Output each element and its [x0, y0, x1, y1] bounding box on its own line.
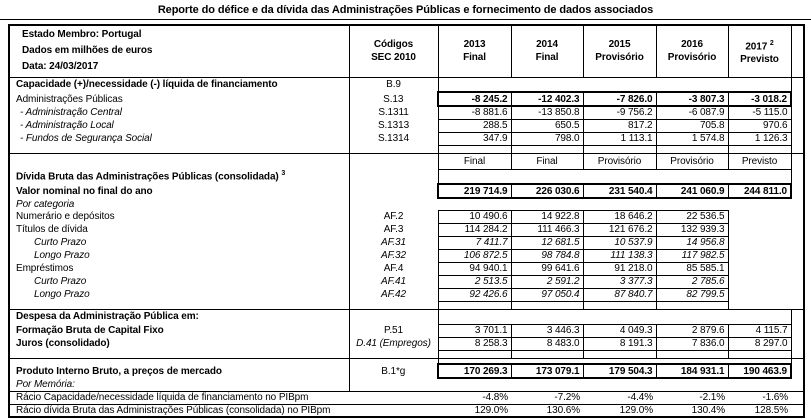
- edp-report-table: [8, 24, 805, 418]
- year-header-2013: [438, 25, 511, 77]
- value-2013: 2 513.5: [438, 275, 511, 288]
- value-2017: 244 811.0: [728, 184, 791, 198]
- empty-value-2017: [728, 210, 791, 223]
- empty-values-cell: [438, 77, 791, 92]
- filler-cell: [791, 364, 804, 378]
- table-row: [9, 77, 804, 92]
- value-2016: 132 939.3: [656, 223, 728, 236]
- value-2016: 241 060.9: [656, 184, 728, 198]
- memo-row-label: Rácio Capacidade/necessidade líquida de financiamento no PIBpm: [9, 391, 438, 404]
- row-code: [349, 169, 438, 184]
- year-label: 2013: [463, 39, 486, 51]
- row-label: Numerário e depósitos: [9, 210, 349, 223]
- table-row: [9, 169, 804, 184]
- row-label: [9, 153, 349, 169]
- year-header-2015: [583, 25, 656, 77]
- filler-cell: [791, 350, 804, 358]
- filler-cell: [791, 210, 804, 223]
- report-info-cell: [9, 25, 349, 77]
- row-label: Por categoria: [9, 198, 349, 210]
- value-2013: -8 245.2: [438, 92, 511, 106]
- table-row: [9, 262, 804, 275]
- year-label: 2016: [681, 39, 703, 51]
- value-2017: 190 463.9: [728, 364, 791, 378]
- filler-cell: [791, 92, 804, 106]
- value-2013: 106 872.5: [438, 249, 511, 262]
- empty-values-cell: [438, 198, 791, 210]
- row-code: S.1313: [377, 120, 410, 131]
- value-2016: 2 879.6: [656, 324, 728, 337]
- filler-cell: [791, 25, 804, 77]
- row-label: Administrações Públicas: [9, 92, 349, 106]
- filler-cell: [791, 77, 804, 92]
- ratio-value-2015: -4.4%: [583, 391, 656, 404]
- empty-value-2014: [511, 301, 583, 309]
- value-2014: 99 641.6: [511, 262, 583, 275]
- status-header-2013: Final: [438, 153, 511, 169]
- value-2015: 231 540.4: [583, 184, 656, 198]
- value-2015: 10 537.9: [583, 236, 656, 249]
- table-row: [9, 324, 804, 337]
- row-label: [9, 350, 349, 358]
- ratio-value-2014: 130.6%: [511, 404, 583, 417]
- status-label: Final: [463, 52, 486, 64]
- row-code: [349, 350, 438, 358]
- row-code: AF.4: [383, 263, 404, 274]
- empty-value-2017: [728, 275, 791, 288]
- row-code: [349, 153, 438, 169]
- ratio-value-2017: -1.6%: [728, 391, 791, 404]
- value-2014: 173 079.1: [511, 364, 583, 378]
- value-2013: 8 258.3: [438, 337, 511, 350]
- empty-value-2017: [728, 145, 791, 153]
- filler-cell: [791, 132, 804, 145]
- table-row: [9, 223, 804, 236]
- table-row: [9, 378, 804, 391]
- row-label: Produto Interno Bruto, a preços de mercado: [9, 364, 349, 378]
- value-2015: 91 218.0: [583, 262, 656, 275]
- year-header-2014: [511, 25, 583, 77]
- table-row: [9, 153, 804, 169]
- row-code: AF.42: [381, 289, 406, 300]
- value-2013: 288.5: [438, 119, 511, 132]
- row-label: Valor nominal no final do ano: [9, 184, 349, 198]
- status-label: Final: [535, 52, 559, 64]
- row-code: [349, 198, 438, 210]
- value-2014: -12 402.3: [511, 92, 583, 106]
- ratio-value-2015: 129.0%: [583, 404, 656, 417]
- year-label: 2014: [536, 39, 558, 51]
- table-row: [9, 106, 804, 119]
- value-2016: -6 087.9: [656, 106, 728, 119]
- filler-cell: [791, 119, 804, 132]
- filler-cell: [791, 236, 804, 249]
- date-label: Data: 24/03/2017: [22, 61, 99, 73]
- row-label: [9, 145, 349, 153]
- empty-value-2017: [728, 262, 791, 275]
- table-row: [9, 350, 804, 358]
- filler-cell: [791, 275, 804, 288]
- value-2015: 1 113.1: [583, 132, 656, 145]
- ratio-value-2013: -4.8%: [438, 391, 511, 404]
- status-header-2015: Provisório: [583, 153, 656, 169]
- filler-cell: [791, 184, 804, 198]
- value-2014: 98 784.8: [511, 249, 583, 262]
- row-code: [349, 378, 438, 391]
- table-row: [9, 132, 804, 145]
- table-row: [9, 309, 804, 324]
- empty-values-cell: [438, 378, 791, 391]
- value-2014: 111 466.3: [511, 223, 583, 236]
- filler-cell: [791, 404, 804, 417]
- value-2014: 2 591.2: [511, 275, 583, 288]
- row-code: B.9: [349, 77, 438, 92]
- row-code: [349, 145, 438, 153]
- year-header-2017: [728, 25, 791, 77]
- row-label: Títulos de dívida: [9, 223, 349, 236]
- table-row: [9, 288, 804, 301]
- table-row: [9, 236, 804, 249]
- empty-value-2015: [583, 350, 656, 358]
- filler-cell: [791, 309, 804, 324]
- empty-value-2015: [583, 301, 656, 309]
- table-row: [9, 301, 804, 309]
- empty-value-2017: [728, 223, 791, 236]
- row-code: B.1*g: [381, 365, 406, 377]
- value-2017: -3 018.2: [728, 92, 791, 106]
- table-header-row: [9, 25, 804, 77]
- value-2017: 4 115.7: [728, 324, 791, 337]
- units-label: Dados em milhões de euros: [22, 45, 153, 57]
- row-code: S.13: [383, 93, 404, 105]
- value-2016: 14 956.8: [656, 236, 728, 249]
- memo-row: [9, 391, 804, 404]
- value-2016: 1 574.8: [656, 132, 728, 145]
- filler-cell: [791, 378, 804, 391]
- empty-value-2015: [583, 145, 656, 153]
- row-code: AF.31: [381, 237, 406, 248]
- value-2013: 7 411.7: [438, 236, 511, 249]
- row-label: - Fundos de Segurança Social: [9, 132, 349, 145]
- value-2013: 94 940.1: [438, 262, 511, 275]
- value-2015: -7 826.0: [583, 92, 656, 106]
- row-label: Empréstimos: [9, 262, 349, 275]
- value-2013: 170 269.3: [438, 364, 511, 378]
- table-row: [9, 184, 804, 198]
- value-2014: 3 446.3: [511, 324, 583, 337]
- row-code: P.51: [384, 325, 403, 336]
- value-2015: 3 377.3: [583, 275, 656, 288]
- empty-value-2016: [656, 301, 728, 309]
- value-2017: 8 297.0: [728, 337, 791, 350]
- value-2013: 3 701.1: [438, 324, 511, 337]
- status-header-2014: Final: [511, 153, 583, 169]
- row-code: S.1314: [377, 133, 410, 144]
- table-row: [9, 119, 804, 132]
- ratio-value-2014: -7.2%: [511, 391, 583, 404]
- value-2015: -9 756.2: [583, 106, 656, 119]
- ratio-value-2013: 129.0%: [438, 404, 511, 417]
- row-label: Despesa da Administração Pública em:: [9, 309, 349, 324]
- value-2016: 2 785.6: [656, 275, 728, 288]
- row-code: AF.32: [381, 250, 406, 261]
- filler-cell: [791, 106, 804, 119]
- row-label: Por Memória:: [9, 378, 349, 391]
- value-2014: 226 030.6: [511, 184, 583, 198]
- row-code: S.1311: [378, 107, 409, 118]
- value-2017: 1 126.3: [728, 132, 791, 145]
- row-label: Capacidade (+)/necessidade (-) líquida de financiamento: [9, 77, 349, 92]
- value-2016: 117 982.5: [656, 249, 728, 262]
- year-header-2016: [656, 25, 728, 77]
- row-label: Curto Prazo: [9, 275, 349, 288]
- member-state-label: Estado Membro: Portugal: [22, 29, 142, 41]
- value-2014: -13 850.8: [511, 106, 583, 119]
- value-2014: 8 483.0: [511, 337, 583, 350]
- codes-header-line2: SEC 2010: [371, 52, 416, 64]
- value-2015: 121 676.2: [583, 223, 656, 236]
- row-code: AF.41: [381, 276, 406, 287]
- row-label: Juros (consolidado): [9, 337, 349, 350]
- empty-values-cell: [438, 169, 791, 184]
- empty-value-2013: [438, 350, 511, 358]
- empty-value-2017: [728, 350, 791, 358]
- value-2013: 92 426.6: [438, 288, 511, 301]
- value-2014: 14 922.8: [511, 210, 583, 223]
- table-row: [9, 210, 804, 223]
- value-2015: 111 138.3: [583, 249, 656, 262]
- filler-cell: [791, 391, 804, 404]
- table-row: [9, 198, 804, 210]
- status-label: Provisório: [667, 52, 717, 64]
- row-code: [349, 309, 438, 324]
- table-row: [9, 145, 804, 153]
- value-2013: 10 490.6: [438, 210, 511, 223]
- ratio-value-2016: -2.1%: [656, 391, 728, 404]
- memo-row-label: Rácio dívida Bruta das Administrações Públicas (consolidada) no PIBpm: [9, 404, 438, 417]
- empty-value-2017: [728, 301, 791, 309]
- row-label: Longo Prazo: [9, 288, 349, 301]
- filler-cell: [791, 198, 804, 210]
- empty-value-2017: [728, 249, 791, 262]
- row-code: AF.3: [383, 224, 404, 235]
- row-label: Formação Bruta de Capital Fixo: [9, 324, 349, 337]
- year-label: 2017 $^2$: [745, 39, 774, 52]
- ratio-value-2017: 128.5%: [728, 404, 791, 417]
- filler-cell: [791, 288, 804, 301]
- value-2016: 22 536.5: [656, 210, 728, 223]
- ratio-value-2016: 130.4%: [656, 404, 728, 417]
- value-2015: 4 049.3: [583, 324, 656, 337]
- value-2016: 705.8: [656, 119, 728, 132]
- empty-values-cell: [438, 309, 791, 324]
- value-2013: 347.9: [438, 132, 511, 145]
- empty-value-2016: [656, 350, 728, 358]
- row-label: Curto Prazo: [9, 236, 349, 249]
- empty-value-2014: [511, 350, 583, 358]
- filler-cell: [791, 324, 804, 337]
- filler-cell: [791, 301, 804, 309]
- report-title: Reporte do défice e da dívida das Administrações Públicas e fornecimento de dados associados: [157, 4, 654, 16]
- row-code: [349, 184, 438, 198]
- value-2013: -8 881.6: [438, 106, 511, 119]
- filler-cell: [791, 153, 804, 169]
- empty-value-2013: [438, 145, 511, 153]
- filler-cell: [791, 249, 804, 262]
- filler-cell: [791, 337, 804, 350]
- value-2017: 970.6: [728, 119, 791, 132]
- filler-cell: [791, 262, 804, 275]
- title-divider: [0, 19, 811, 20]
- value-2015: 8 191.3: [583, 337, 656, 350]
- value-2014: 798.0: [511, 132, 583, 145]
- filler-cell: [791, 169, 804, 184]
- memo-row: [9, 404, 804, 417]
- row-label: - Administração Central: [9, 106, 349, 119]
- row-label: - Administração Local: [9, 119, 349, 132]
- empty-value-2013: [438, 301, 511, 309]
- value-2016: 85 585.1: [656, 262, 728, 275]
- codes-header-line1: Códigos: [373, 39, 414, 51]
- row-label: Dívida Bruta das Administrações Públicas (consolidada) $^3$: [9, 169, 349, 184]
- value-2016: 7 836.0: [656, 337, 728, 350]
- empty-value-2014: [511, 145, 583, 153]
- year-label: 2015: [608, 39, 631, 51]
- value-2014: 12 681.5: [511, 236, 583, 249]
- empty-value-2017: [728, 236, 791, 249]
- status-label: Previsto: [740, 53, 779, 65]
- value-2013: 114 284.2: [438, 223, 511, 236]
- value-2016: -3 807.3: [656, 92, 728, 106]
- value-2014: 97 050.4: [511, 288, 583, 301]
- status-label: Provisório: [595, 52, 644, 64]
- row-label: Longo Prazo: [9, 249, 349, 262]
- value-2016: 82 799.5: [656, 288, 728, 301]
- table-row: [9, 364, 804, 378]
- row-label: [9, 301, 349, 309]
- table-row: [9, 92, 804, 106]
- value-2015: 87 840.7: [583, 288, 656, 301]
- status-header-2017: Previsto: [728, 153, 791, 169]
- value-2017: -5 115.0: [728, 106, 791, 119]
- value-2015: 18 646.2: [583, 210, 656, 223]
- filler-cell: [791, 223, 804, 236]
- table-row: [9, 275, 804, 288]
- value-2013: 219 714.9: [438, 184, 511, 198]
- value-2014: 650.5: [511, 119, 583, 132]
- row-code: AF.2: [383, 211, 404, 222]
- row-code: [349, 301, 438, 309]
- table-row: [9, 337, 804, 350]
- codes-header-cell: [349, 25, 438, 77]
- empty-value-2017: [728, 288, 791, 301]
- value-2015: 817.2: [583, 119, 656, 132]
- value-2016: 184 931.1: [656, 364, 728, 378]
- status-header-2016: Provisório: [656, 153, 728, 169]
- value-2015: 179 504.3: [583, 364, 656, 378]
- row-code: D.41 (Empregos): [356, 338, 431, 349]
- filler-cell: [791, 145, 804, 153]
- empty-value-2016: [656, 145, 728, 153]
- table-row: [9, 249, 804, 262]
